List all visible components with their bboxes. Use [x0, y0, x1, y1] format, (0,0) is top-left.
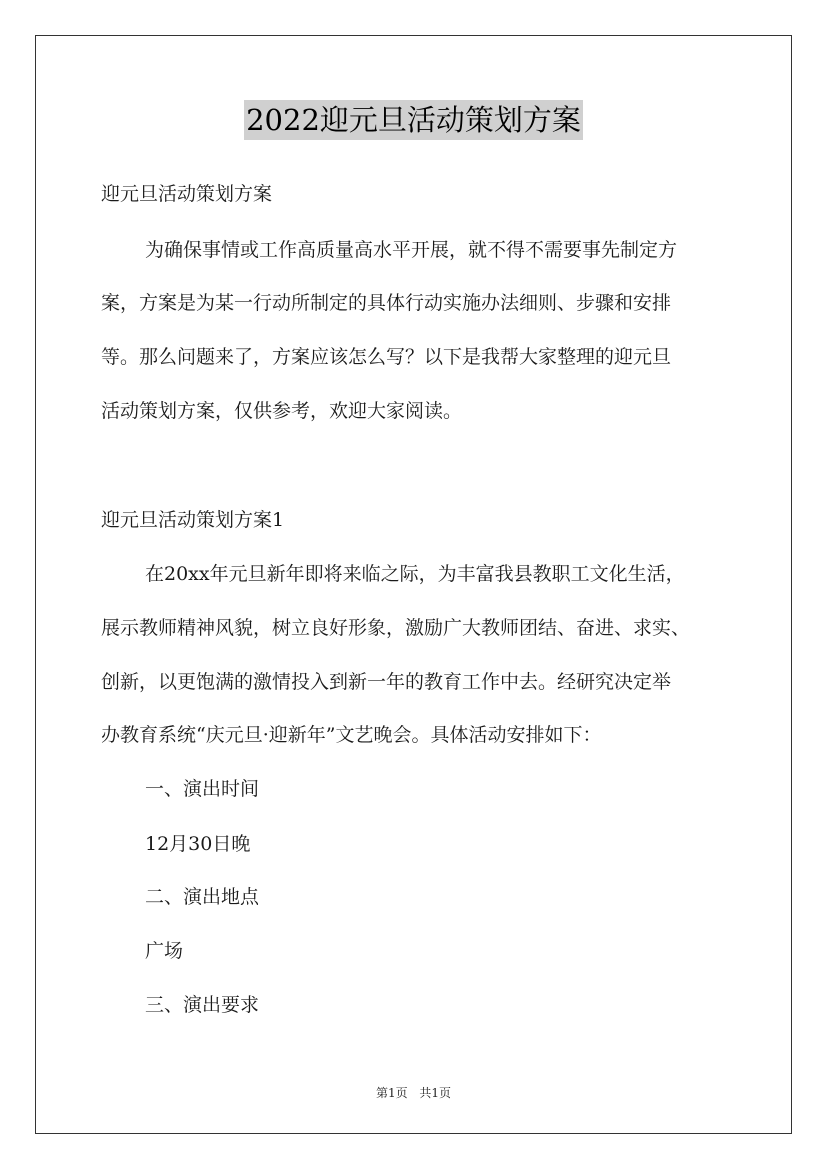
intro-line-1: 为确保事情或工作高质量高水平开展，就不得不需要事先制定方	[145, 239, 678, 261]
section-line-2: 展示教师精神风貌，树立良好形象，激励广大教师团结、奋进、求实、	[101, 617, 691, 639]
page-total: 共1页	[419, 1086, 452, 1100]
title-wrap	[0, 100, 827, 140]
item-venue-value: 广场	[145, 940, 184, 962]
item-venue-heading: 二、演出地点	[145, 886, 260, 908]
item-performance-time-heading: 一、演出时间	[145, 778, 260, 800]
section-line-3: 创新，以更饱满的激情投入到新一年的教育工作中去。经研究决定举	[101, 671, 672, 693]
intro-line-2: 案，方案是为某一行动所制定的具体行动实施办法细则、步骤和安排	[101, 292, 672, 314]
item-performance-time-value: 12月30日晚	[145, 833, 251, 855]
intro-line-3: 等。那么问题来了，方案应该怎么写？以下是我帮大家整理的迎元旦	[101, 346, 672, 368]
page-footer	[0, 1084, 827, 1101]
section-heading: 迎元旦活动策划方案1	[101, 509, 285, 531]
document-heading: 迎元旦活动策划方案	[101, 183, 273, 205]
page-number: 第1页	[375, 1086, 408, 1100]
section-line-4: 办教育系统“庆元旦·迎新年”文艺晚会。具体活动安排如下：	[101, 724, 602, 746]
intro-line-4: 活动策划方案，仅供参考，欢迎大家阅读。	[101, 400, 463, 422]
section-line-1: 在20xx年元旦新年即将来临之际，为丰富我县教职工文化生活，	[145, 563, 685, 585]
document-title: 2022迎元旦活动策划方案	[244, 100, 583, 140]
item-requirements-heading: 三、演出要求	[145, 994, 260, 1016]
